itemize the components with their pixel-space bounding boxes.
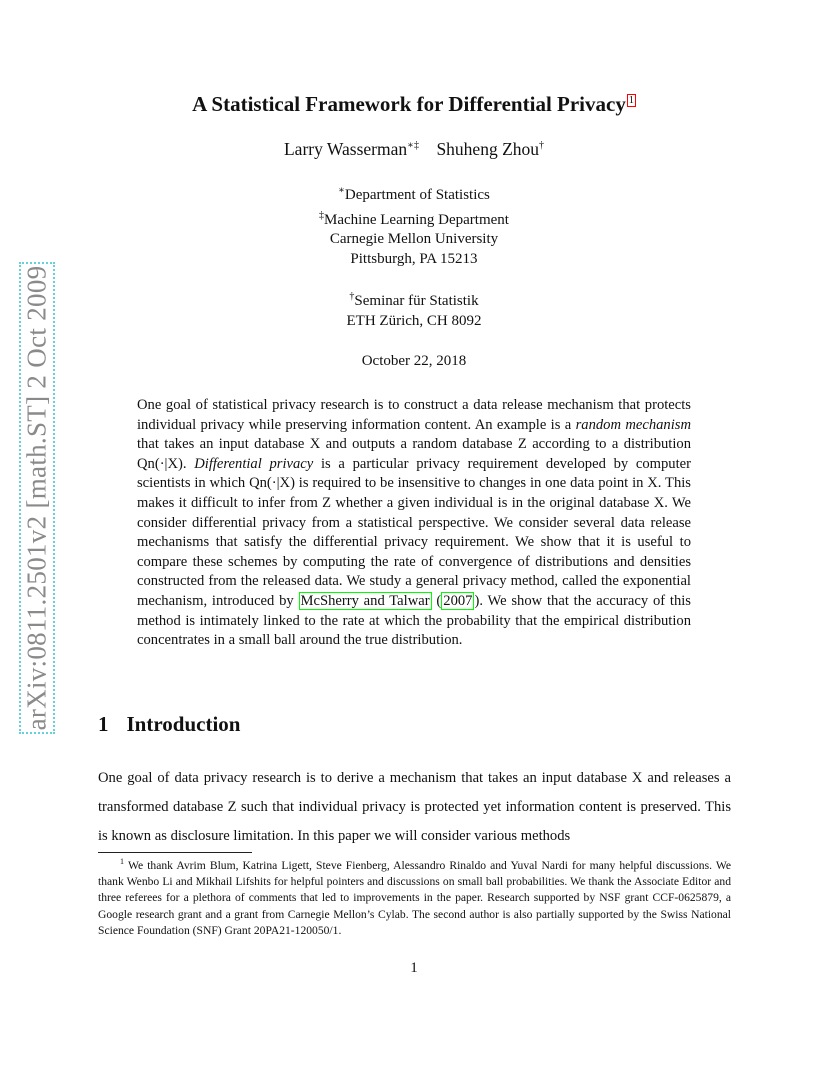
aff-line-6: ETH Zürich, CH 8092 <box>346 312 482 329</box>
abstract-part-2: that takes an input database X and outputs a random database Z according to a distribution Qn(·|X). <box>137 436 691 472</box>
section-number: 1 <box>98 712 109 736</box>
author-1: Larry Wasserman <box>283 139 408 159</box>
aff-line-3: Carnegie Mellon University <box>329 231 499 248</box>
author-2: Shuheng Zhou <box>436 139 540 159</box>
aff-mark-5: † <box>349 291 355 302</box>
abstract-part-3: is a particular privacy requirement developed by computer scientists in which Qn(·|X) is required to be insensitive to changes in one data point in X. This makes it difficult to infer from Z whether a given individual is in the original database X. We consider differential privacy from a statistical perspective. We consider several data release mechanisms that satisfy the differential privacy requirement. We show that it is useful to compare these schemes by computing the rate of convergence of distributions and densities constructed from the released data. We study a general privacy method, called the exponential mechanism, introduced by <box>137 455 691 609</box>
page-number: 1 <box>410 960 418 976</box>
author-1-marks: ∗‡ <box>407 140 419 152</box>
abstract <box>137 396 691 651</box>
citation-authors-link[interactable]: McSherry and Talwar <box>300 592 430 609</box>
footnote <box>98 854 731 939</box>
affiliation-eth <box>0 287 828 331</box>
citation-open: ( <box>431 592 442 609</box>
arxiv-stamp <box>19 262 55 734</box>
aff-mark-1: ∗ <box>338 185 345 196</box>
citation-year-link[interactable]: 2007 <box>443 592 473 609</box>
section-title: Introduction <box>126 712 241 736</box>
paper-date: October 22, 2018 <box>361 353 467 369</box>
paper-title-text: A Statistical Framework for Differential Privacy <box>192 92 626 116</box>
footnote-rule <box>98 852 252 853</box>
author-line <box>0 139 828 160</box>
aff-line-5: Seminar für Statistik <box>354 293 479 309</box>
aff-line-4: Pittsburgh, PA 15213 <box>350 250 478 267</box>
footnote-text: We thank Avrim Blum, Katrina Ligett, Steve Fienberg, Alessandro Rinaldo and Yuval Nardi for many helpful discussions. We thank Wenbo Li and Mikhail Lifshits for helpful pointers and discussions on small ball probabilities. We thank the Associate Editor and three referees for a plethora of comments that led to improvements in the paper. Research supported by NSF grant CCF-0625879, a Google research grant and a grant from Carnegie Mellon’s Cylab. The second author is also partially supported by the Swiss National Science Foundation (SNF) Grant 20PA21-120050/1. <box>98 858 731 938</box>
author-2-marks: † <box>539 140 545 152</box>
abstract-part-1: One goal of statistical privacy research is to construct a data release mechanism that protects individual privacy while preserving information content. An example is a <box>137 397 691 433</box>
intro-paragraph: One goal of data privacy research is to derive a mechanism that takes an input database X and releases a transformed database Z such that individual privacy is protected yet information content is preserved. This is known as disclosure limitation. In this paper we will consider various methods <box>98 770 731 844</box>
abstract-emphasis-1: random mechanism <box>575 416 692 433</box>
section-heading <box>98 712 240 737</box>
abstract-part-4: ). We show that the accuracy of this method is intimately linked to the rate at which the probability that the empirical distribution concentrates in a small ball around the true distribution. <box>137 592 691 649</box>
footnote-mark: 1 <box>120 857 124 866</box>
title-footnote-link[interactable]: 1 <box>628 95 634 106</box>
affiliation-cmu <box>0 181 828 269</box>
paper-title <box>0 92 828 117</box>
abstract-emphasis-2: Differential privacy <box>194 455 314 472</box>
aff-mark-2: ‡ <box>319 209 325 221</box>
aff-line-2: Machine Learning Department <box>324 211 509 228</box>
aff-line-1: Department of Statistics <box>344 187 490 203</box>
arxiv-stamp-text: arXiv:0811.2501v2 [math.ST] 2 Oct 2009 <box>21 265 52 731</box>
